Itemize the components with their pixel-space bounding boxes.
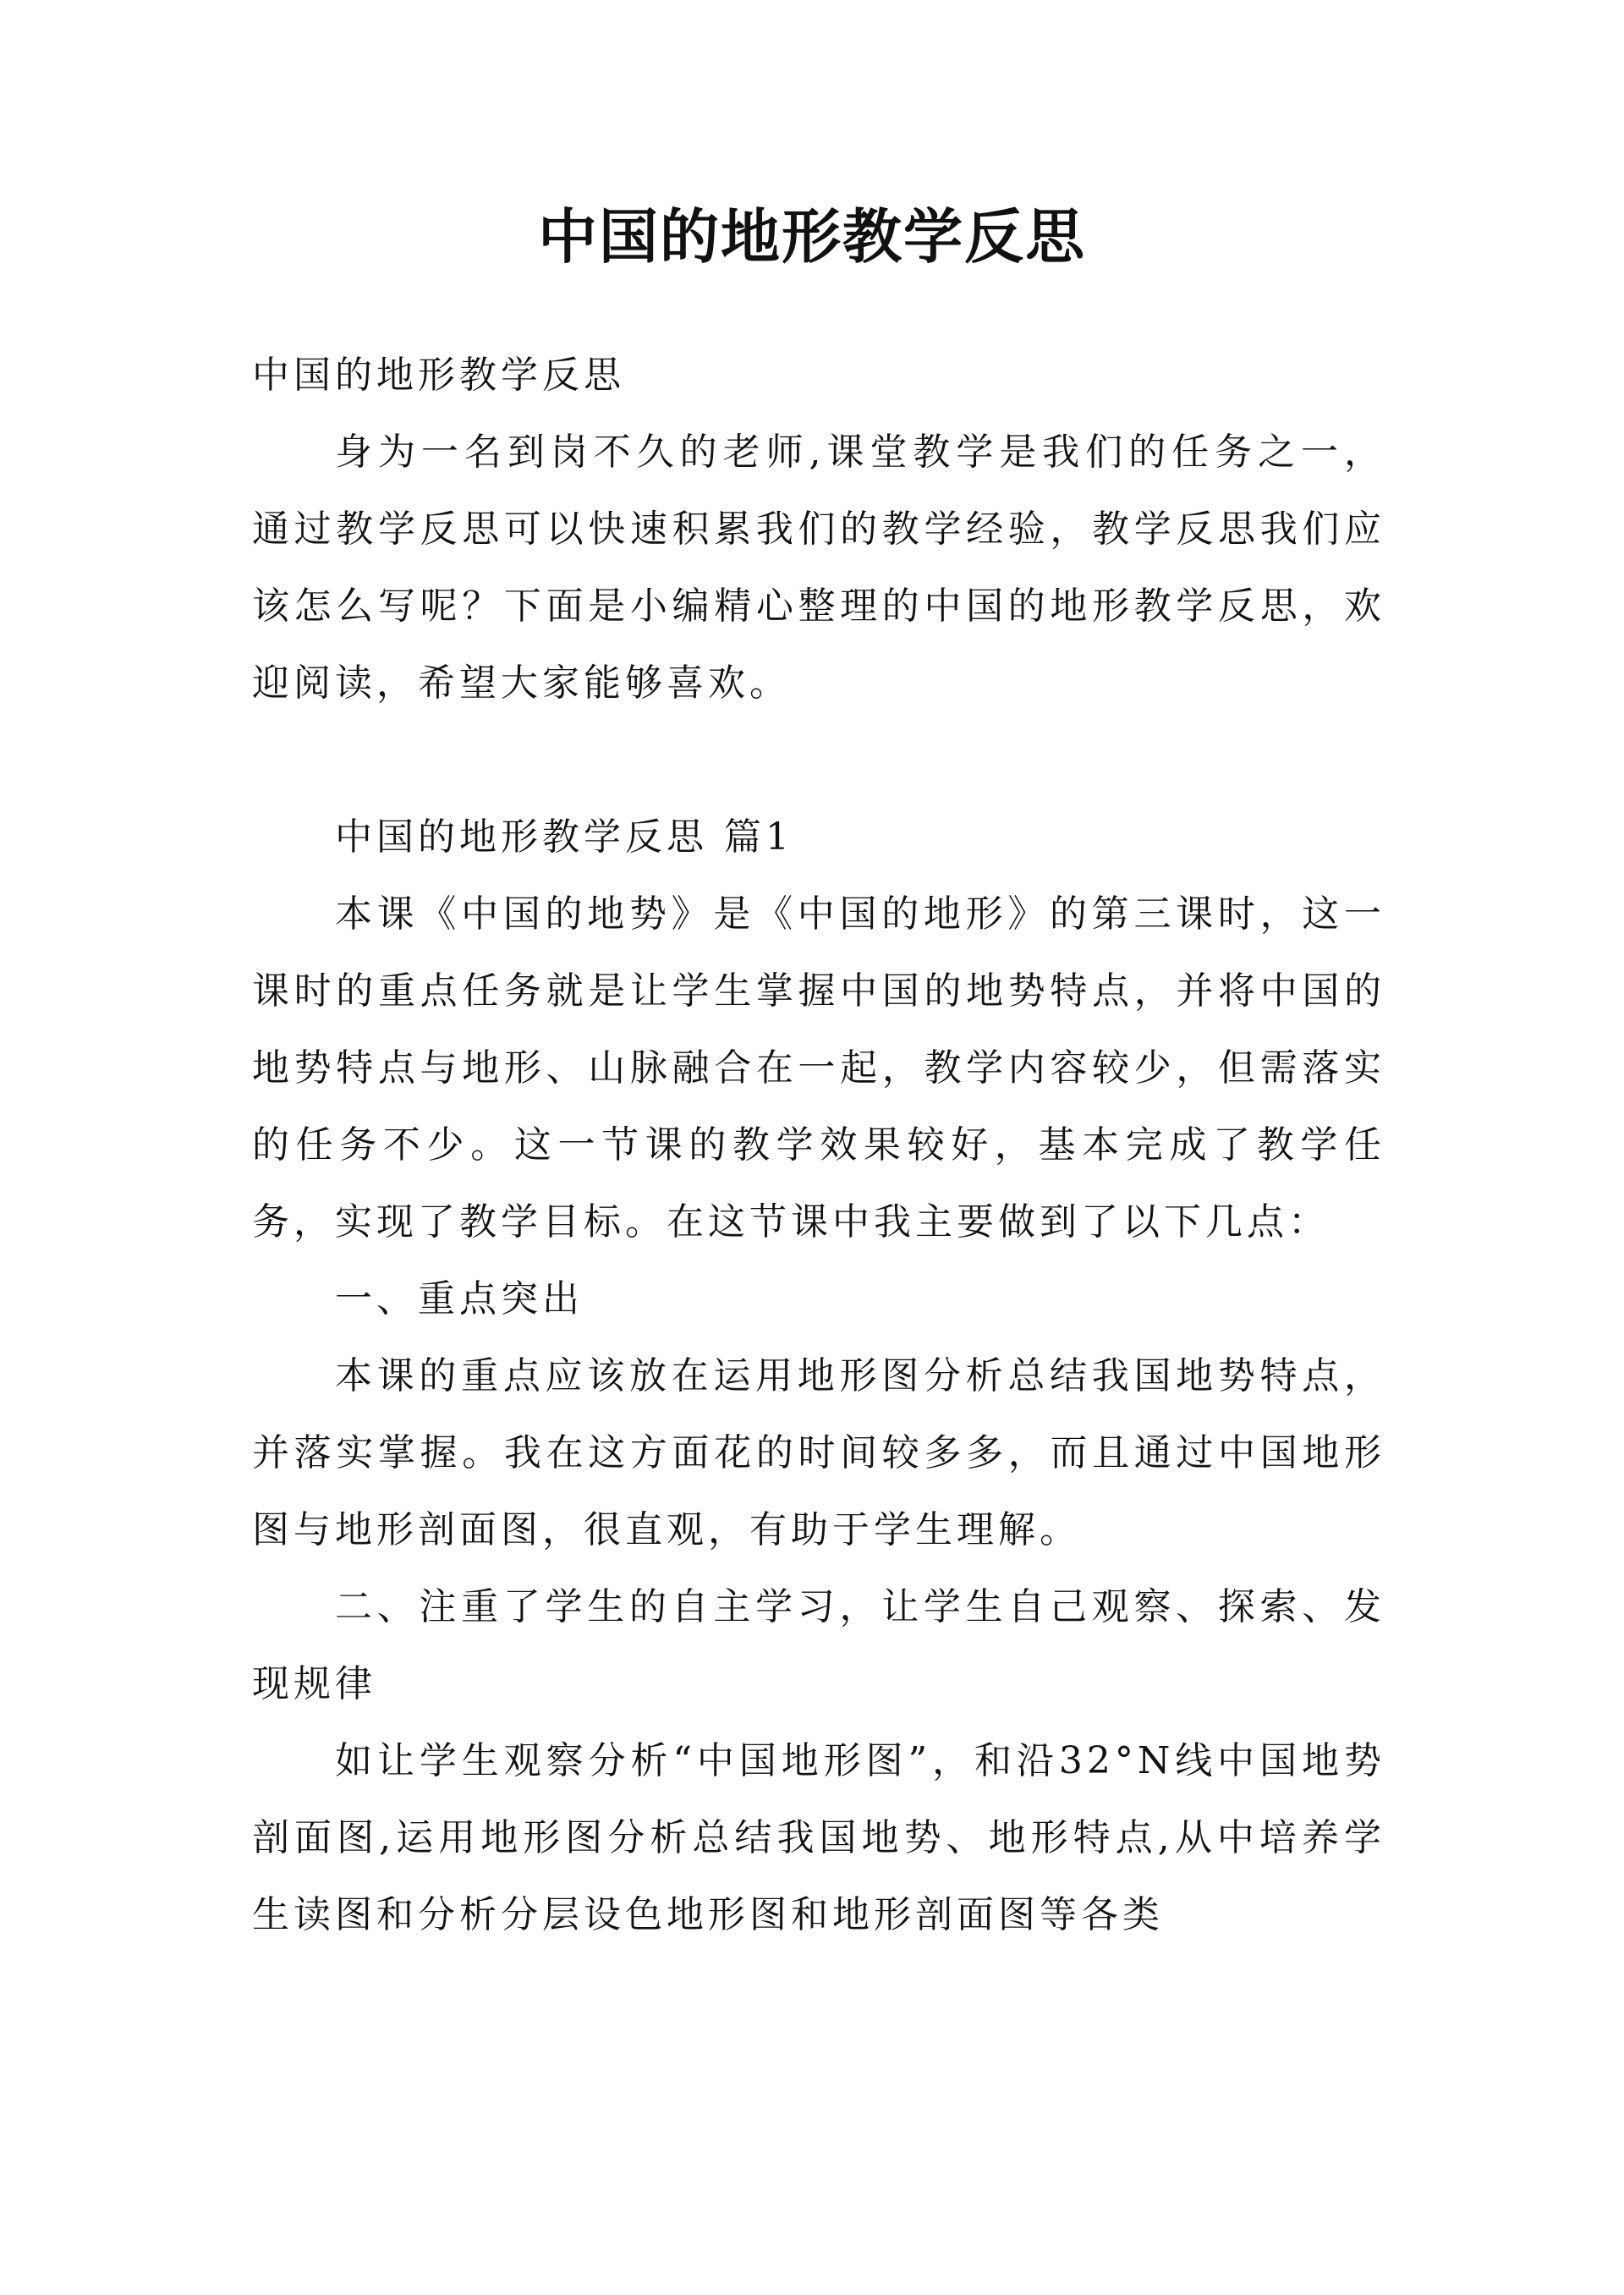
body-paragraph: 本课的重点应该放在运用地形图分析总结我国地势特点，并落实掌握。我在这方面花的时间较多多，而且通过中国地形图与地形剖面图，很直观，有助于学生理解。 <box>252 1354 1385 1551</box>
document-title: 中国的地形教学反思 <box>538 202 1086 272</box>
document-body <box>252 337 1385 1953</box>
point-heading-1: 一、重点突出 <box>335 1277 584 1320</box>
paragraph-spacer <box>252 722 1385 799</box>
document-subtitle: 中国的地形教学反思 <box>252 354 625 397</box>
point-heading-2: 二、注重了学生的自主学习，让学生自己观察、探索、发现规律 <box>252 1585 1385 1705</box>
section-heading: 中国的地形教学反思 篇1 <box>335 815 793 859</box>
body-paragraph: 如让学生观察分析“中国地形图”，和沿32°N线中国地势剖面图,运用地形图分析总结我国地势、地形特点,从中培养学生读图和分析分层设色地形图和地形剖面图等各类 <box>252 1739 1385 1936</box>
body-paragraph: 本课《中国的地势》是《中国的地形》的第三课时，这一课时的重点任务就是让学生掌握中国的地势特点，并将中国的地势特点与地形、山脉融合在一起，教学内容较少，但需落实的任务不少。这一节课的教学效果较好，基本完成了教学任务，实现了教学目标。在这节课中我主要做到了以下几点： <box>252 892 1385 1244</box>
intro-paragraph: 身为一名到岗不久的老师,课堂教学是我们的任务之一，通过教学反思可以快速积累我们的教学经验，教学反思我们应该怎么写呢？下面是小编精心整理的中国的地形教学反思，欢迎阅读，希望大家能够喜欢。 <box>252 431 1385 705</box>
